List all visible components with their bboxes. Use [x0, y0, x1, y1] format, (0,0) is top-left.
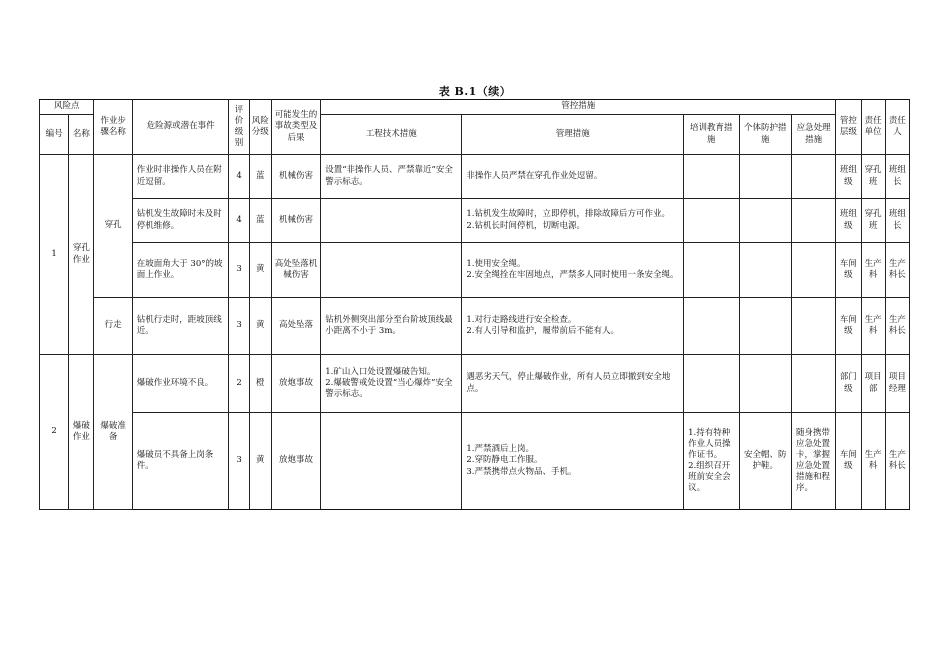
unit-cell: 生产科: [861, 298, 885, 355]
engineering-cell: [321, 199, 462, 243]
emergency-cell: [791, 155, 835, 199]
eval-cell: 2: [229, 355, 249, 413]
hazard-cell: 钻机行走时，距坡顶线近。: [132, 298, 229, 355]
group-no: 1: [40, 155, 69, 355]
accident-cell: 高处坠落: [271, 298, 320, 355]
engineering-cell: [321, 413, 462, 510]
grade-cell: 橙: [249, 355, 271, 413]
eval-cell: 3: [229, 413, 249, 510]
person-cell: 生产科长: [885, 298, 909, 355]
grade-cell: 黄: [249, 413, 271, 510]
emergency-cell: [791, 355, 835, 413]
accident-cell: 机械伤害: [271, 155, 320, 199]
management-cell: 1.对行走路线进行安全检查。 2.有人引导和监护，履带前后不能有人。: [462, 298, 684, 355]
emergency-cell: 随身携带应急处置卡，掌握应急处置措施和程序。: [791, 413, 835, 510]
training-cell: [684, 243, 739, 298]
header-training: 培训教育措施: [684, 115, 739, 155]
training-cell: [684, 298, 739, 355]
table-caption: 表 B.1（续）: [438, 85, 512, 98]
grade-cell: 蓝: [249, 155, 271, 199]
ppe-cell: [739, 298, 791, 355]
level-cell: 部门级: [836, 355, 861, 413]
person-cell: 生产科长: [885, 413, 909, 510]
header-accident-type: 可能发生的事故类型及后果: [271, 100, 320, 155]
engineering-cell: 钻机外侧突出部分至台阶坡顶线最小距离不小于 3m。: [321, 298, 462, 355]
emergency-cell: [791, 243, 835, 298]
step-name: 行走: [94, 298, 132, 355]
header-ppe: 个体防护措施: [739, 115, 791, 155]
header-control-level: 管控层级: [836, 100, 861, 155]
management-cell: 1.使用安全绳。 2.安全绳拴在牢固地点，严禁多人同时使用一条安全绳。: [462, 243, 684, 298]
person-cell: 班组长: [885, 155, 909, 199]
ppe-cell: [739, 243, 791, 298]
step-name: 穿孔: [94, 155, 132, 298]
training-cell: [684, 199, 739, 243]
table-row: [40, 413, 910, 510]
group-no: 2: [40, 355, 69, 510]
header-hazard: 危险源或潜在事件: [132, 100, 229, 155]
eval-cell: 4: [229, 199, 249, 243]
eval-cell: 4: [229, 155, 249, 199]
ppe-cell: 安全帽、防护鞋。: [739, 413, 791, 510]
hazard-cell: 钻机发生故障时未及时停机维修。: [132, 199, 229, 243]
accident-cell: 放炮事故: [271, 355, 320, 413]
unit-cell: 生产科: [861, 243, 885, 298]
accident-cell: 机械伤害: [271, 199, 320, 243]
unit-cell: 项目部: [861, 355, 885, 413]
header-eval-level: 评价级别: [229, 100, 249, 155]
engineering-cell: 1.矿山入口处设置爆破告知。 2.爆破警戒处设置“当心爆炸”安全警示标志。: [321, 355, 462, 413]
header-engineering: 工程技术措施: [321, 115, 462, 155]
accident-cell: 放炮事故: [271, 413, 320, 510]
training-cell: [684, 155, 739, 199]
grade-cell: 黄: [249, 298, 271, 355]
level-cell: 车间级: [836, 298, 861, 355]
accident-cell: 高处坠落机械伤害: [271, 243, 320, 298]
person-cell: 项目经理: [885, 355, 909, 413]
hazard-cell: 作业时非操作人员在附近逗留。: [132, 155, 229, 199]
header-name: 名称: [69, 115, 94, 155]
hazard-cell: 在坡面角大于 30°的坡面上作业。: [132, 243, 229, 298]
header-emergency: 应急处理措施: [791, 115, 835, 155]
unit-cell: 生产科: [861, 413, 885, 510]
grade-cell: 蓝: [249, 199, 271, 243]
table-row: [40, 298, 910, 355]
risk-control-table: [39, 99, 910, 510]
hazard-cell: 爆破作业环境不良。: [132, 355, 229, 413]
emergency-cell: [791, 298, 835, 355]
ppe-cell: [739, 199, 791, 243]
table-row: [40, 355, 910, 413]
header-risk-grade: 风险分级: [249, 100, 271, 155]
header-no: 编号: [40, 115, 69, 155]
eval-cell: 3: [229, 243, 249, 298]
level-cell: 班组级: [836, 199, 861, 243]
header-management: 管理措施: [462, 115, 684, 155]
management-cell: 遇恶劣天气，停止爆破作业，所有人员立即撤到安全地点。: [462, 355, 684, 413]
table-row: [40, 155, 910, 199]
level-cell: 班组级: [836, 155, 861, 199]
person-cell: 生产科长: [885, 243, 909, 298]
person-cell: 班组长: [885, 199, 909, 243]
unit-cell: 穿孔班: [861, 155, 885, 199]
ppe-cell: [739, 355, 791, 413]
level-cell: 车间级: [836, 243, 861, 298]
eval-cell: 3: [229, 298, 249, 355]
header-risk-point: 风险点: [40, 100, 94, 115]
header-unit: 责任单位: [861, 100, 885, 155]
header-step: 作业步骤名称: [94, 100, 132, 155]
training-cell: 1.持有特种作业人员操作证书。 2.组织召开班前安全会议。: [684, 413, 739, 510]
unit-cell: 穿孔班: [861, 199, 885, 243]
level-cell: 车间级: [836, 413, 861, 510]
step-name: 爆破准备: [94, 355, 132, 510]
management-cell: 非操作人员严禁在穿孔作业处逗留。: [462, 155, 684, 199]
grade-cell: 黄: [249, 243, 271, 298]
group-name: 爆破作业: [69, 355, 94, 510]
ppe-cell: [739, 155, 791, 199]
management-cell: 1.严禁酒后上岗。 2.穿防静电工作服。 3.严禁携带点火物品、手机。: [462, 413, 684, 510]
header-person: 责任人: [885, 100, 909, 155]
table-row: [40, 243, 910, 298]
table-row: [40, 199, 910, 243]
engineering-cell: 设置“非操作人员、严禁靠近”安全警示标志。: [321, 155, 462, 199]
engineering-cell: [321, 243, 462, 298]
group-name: 穿孔作业: [69, 155, 94, 355]
training-cell: [684, 355, 739, 413]
header-control: 管控措施: [321, 100, 836, 115]
hazard-cell: 爆破员不具备上岗条件。: [132, 413, 229, 510]
management-cell: 1.钻机发生故障时，立即停机，排除故障后方可作业。 2.钻机长时间停机，切断电源。: [462, 199, 684, 243]
emergency-cell: [791, 199, 835, 243]
